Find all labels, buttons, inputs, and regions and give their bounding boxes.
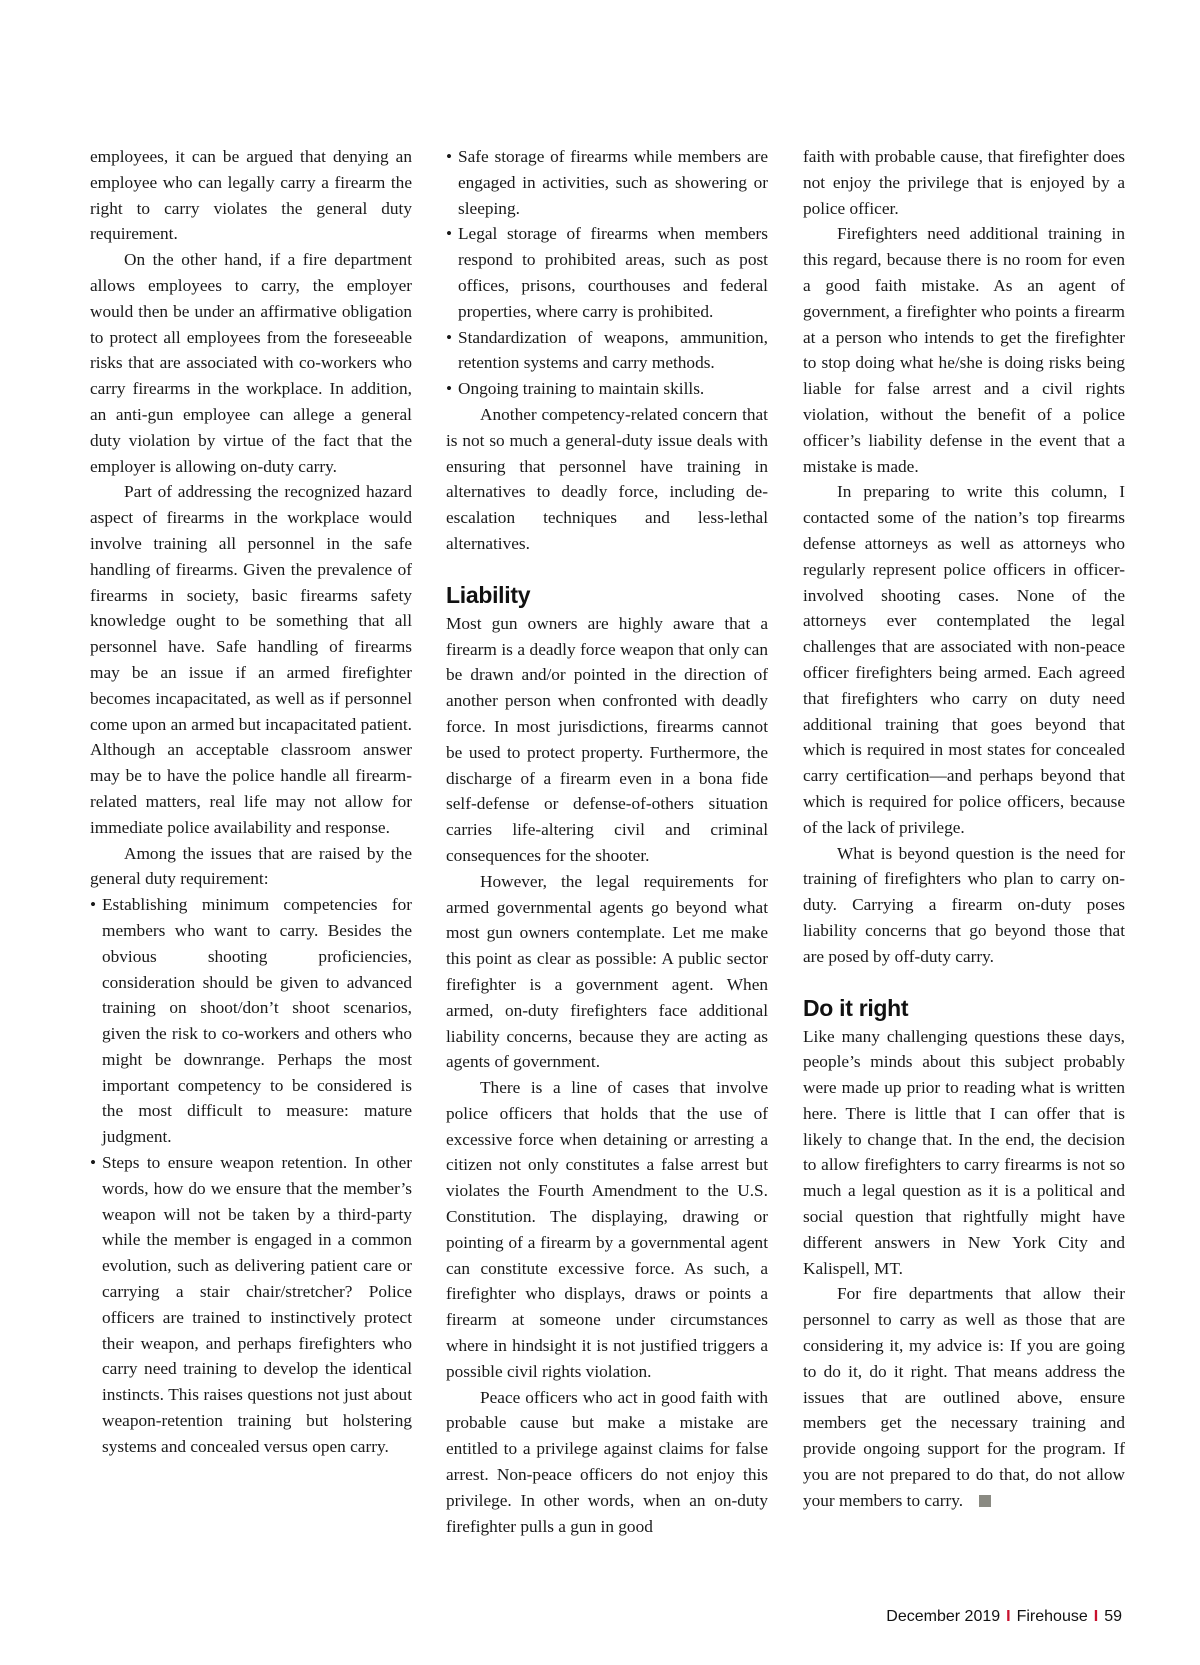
footer-separator: I — [1093, 1608, 1099, 1625]
footer-separator: I — [1006, 1608, 1011, 1625]
paragraph-text: For fire departments that allow their personnel to carry as well as those that are considering it, my advice is: If you are going to do it, do it right. That means address the issues that are outlined above, ensure members get the necessary training and provide ongoing support for the program. If you are not prepared to do that, do not allow your members to carry. — [803, 1284, 1125, 1510]
paragraph: Part of addressing the recognized hazard aspect of firearms in the workplace would involve training all personnel in the safe handling of firearms. Given the prevalence of firearms in society, basic firearms safety knowledge ought to be something that all personnel have. Safe handling of firearms may be an issue if an armed firefighter becomes incapacitated, as well as if personnel come upon an armed but incapacitated patient. Although an acceptable classroom answer may be to have the police handle all firearm-related matters, real life may not allow for immediate police availability and response. — [90, 482, 412, 837]
bullet-list — [446, 144, 768, 402]
footer-magazine: Firehouse — [1016, 1608, 1088, 1625]
final-paragraph — [803, 1281, 1125, 1513]
bullet-item: • Standardization of weapons, ammunition, retention systems and carry methods. — [446, 325, 768, 377]
paragraph: Another competency-related concern that is not so much a general-duty issue deals with ensuring that personnel have training in alternatives to deadly force, including de-escalation techniques and less-lethal alternatives. — [446, 404, 768, 553]
bullet-item: • Steps to ensure weapon retention. In other words, how do we ensure that the member’s weapon will not be taken by a third-party while the member is engaged in a common evolution, such as delivering patient care or carrying a stair chair/stretcher? Police officers are trained to instinctively protect their weapon, and perhaps firefighters who carry need training to develop the identical instincts. This raises questions not just about weapon-retention training but holstering systems and concealed versus open carry. — [90, 1150, 412, 1460]
paragraph: Like many challenging questions these days, people’s minds about this subject probably were made up prior to reading what is written here. There is little that I can offer that is likely to change that. In the end, the decision to allow firefighters to carry firearms is not so much a legal question as it is a political and social question that rightfully might have different answers in New York City and Kalispell, MT. — [803, 1026, 1125, 1278]
bullet-item: • Ongoing training to maintain skills. — [446, 376, 768, 402]
bullet-list — [90, 892, 412, 1460]
paragraph: employees, it can be argued that denying an employee who can legally carry a firearm the right to carry violates the general duty requirement. — [90, 147, 412, 244]
page-number: 59 — [1104, 1608, 1122, 1625]
section-heading-do-it-right: Do it right — [803, 994, 909, 1021]
article-column-2 — [446, 144, 768, 1539]
paragraph: Most gun owners are highly aware that a firearm is a deadly force weapon that only can be drawn and/or pointed in the direction of another person when confronted with deadly force. In most jurisdictions, firearms cannot be used to protect property. Furthermore, the discharge of a firearm even in a bona fide self-defense or defense-of-others situation carries life-altering civil and criminal consequences for the shooter. — [446, 613, 768, 865]
paragraph: There is a line of cases that involve police officers that holds that the use of excessive force when detaining or arresting a citizen not only constitutes a false arrest but violates the Fourth Amendment to the U.S. Constitution. The displaying, drawing or pointing of a firearm by a governmental agent can constitute excessive force. As such, a firefighter who displays, draws or points a firearm at someone under circumstances where in hindsight it is not justified triggers a possible civil rights violation. — [446, 1078, 768, 1381]
paragraph: On the other hand, if a fire department allows employees to carry, the employer would then be under an affirmative obligation to protect all employees from the foreseeable risks that are associated with co-workers who carry firearms in the workplace. In addition, an anti-gun employee can allege a general duty violation by virtue of the fact that the employer is allowing on-duty carry. — [90, 250, 412, 476]
bullet-item: • Safe storage of firearms while members are engaged in activities, such as showering or sleeping. — [446, 144, 768, 221]
paragraph: Among the issues that are raised by the general duty requirement: — [90, 843, 412, 889]
paragraph: However, the legal requirements for armed governmental agents go beyond what most gun owners contemplate. Let me make this point as clear as possible: A public sector firefighter is a government agent. When armed, on-duty firefighters face additional liability concerns, because they are acting as agents of government. — [446, 871, 768, 1072]
paragraph: In preparing to write this column, I contacted some of the nation’s top firearms defense attorneys as well as attorneys who regularly represent police officers in officer-involved shooting cases. None of the attorneys ever contemplated the legal challenges that are associated with non-peace officer firefighters being armed. Each agreed that firefighters who carry on duty need additional training that goes beyond that which is required in most states for concealed carry certification—and perhaps beyond that which is required for police officers, because of the lack of privilege. — [803, 482, 1125, 837]
bullet-item: • Establishing minimum competencies for members who want to carry. Besides the obvious shooting proficiencies, consideration should be given to advanced training on shoot/don’t shoot scenarios, given the risk to co-workers and others who might be downrange. Perhaps the most important competency to be considered is the most difficult to measure: mature judgment. — [90, 892, 412, 1150]
paragraph: faith with probable cause, that firefighter does not enjoy the privilege that is enjoyed by a police officer. — [803, 147, 1125, 218]
article-column-3 — [803, 144, 1125, 1514]
paragraph: Peace officers who act in good faith with probable cause but make a mistake are entitled to a privilege against claims for false arrest. Non-peace officers do not enjoy this privilege. In other words, when an on-duty firefighter pulls a gun in good — [446, 1387, 768, 1536]
page-footer — [886, 1608, 1122, 1626]
section-heading-liability: Liability — [446, 581, 531, 608]
paragraph: Firefighters need additional training in this regard, because there is no room for even a good faith mistake. As an agent of government, a firefighter who points a firearm at a person who intends to get the firefighter to stop doing what he/she is doing risks being liable for false arrest and a civil rights violation, without the benefit of a police officer’s liability defense in the event that a mistake is made. — [803, 224, 1125, 476]
paragraph: What is beyond question is the need for training of firefighters who plan to carry on-duty. Carrying a firearm on-duty poses liability concerns that go beyond those that are posed by off-duty carry. — [803, 843, 1125, 966]
bullet-item: • Legal storage of firearms when members respond to prohibited areas, such as post offices, prisons, courthouses and federal properties, where carry is prohibited. — [446, 221, 768, 324]
end-of-article-mark — [979, 1495, 991, 1507]
article-column-1 — [90, 144, 412, 1460]
footer-date: December 2019 — [886, 1608, 1001, 1625]
